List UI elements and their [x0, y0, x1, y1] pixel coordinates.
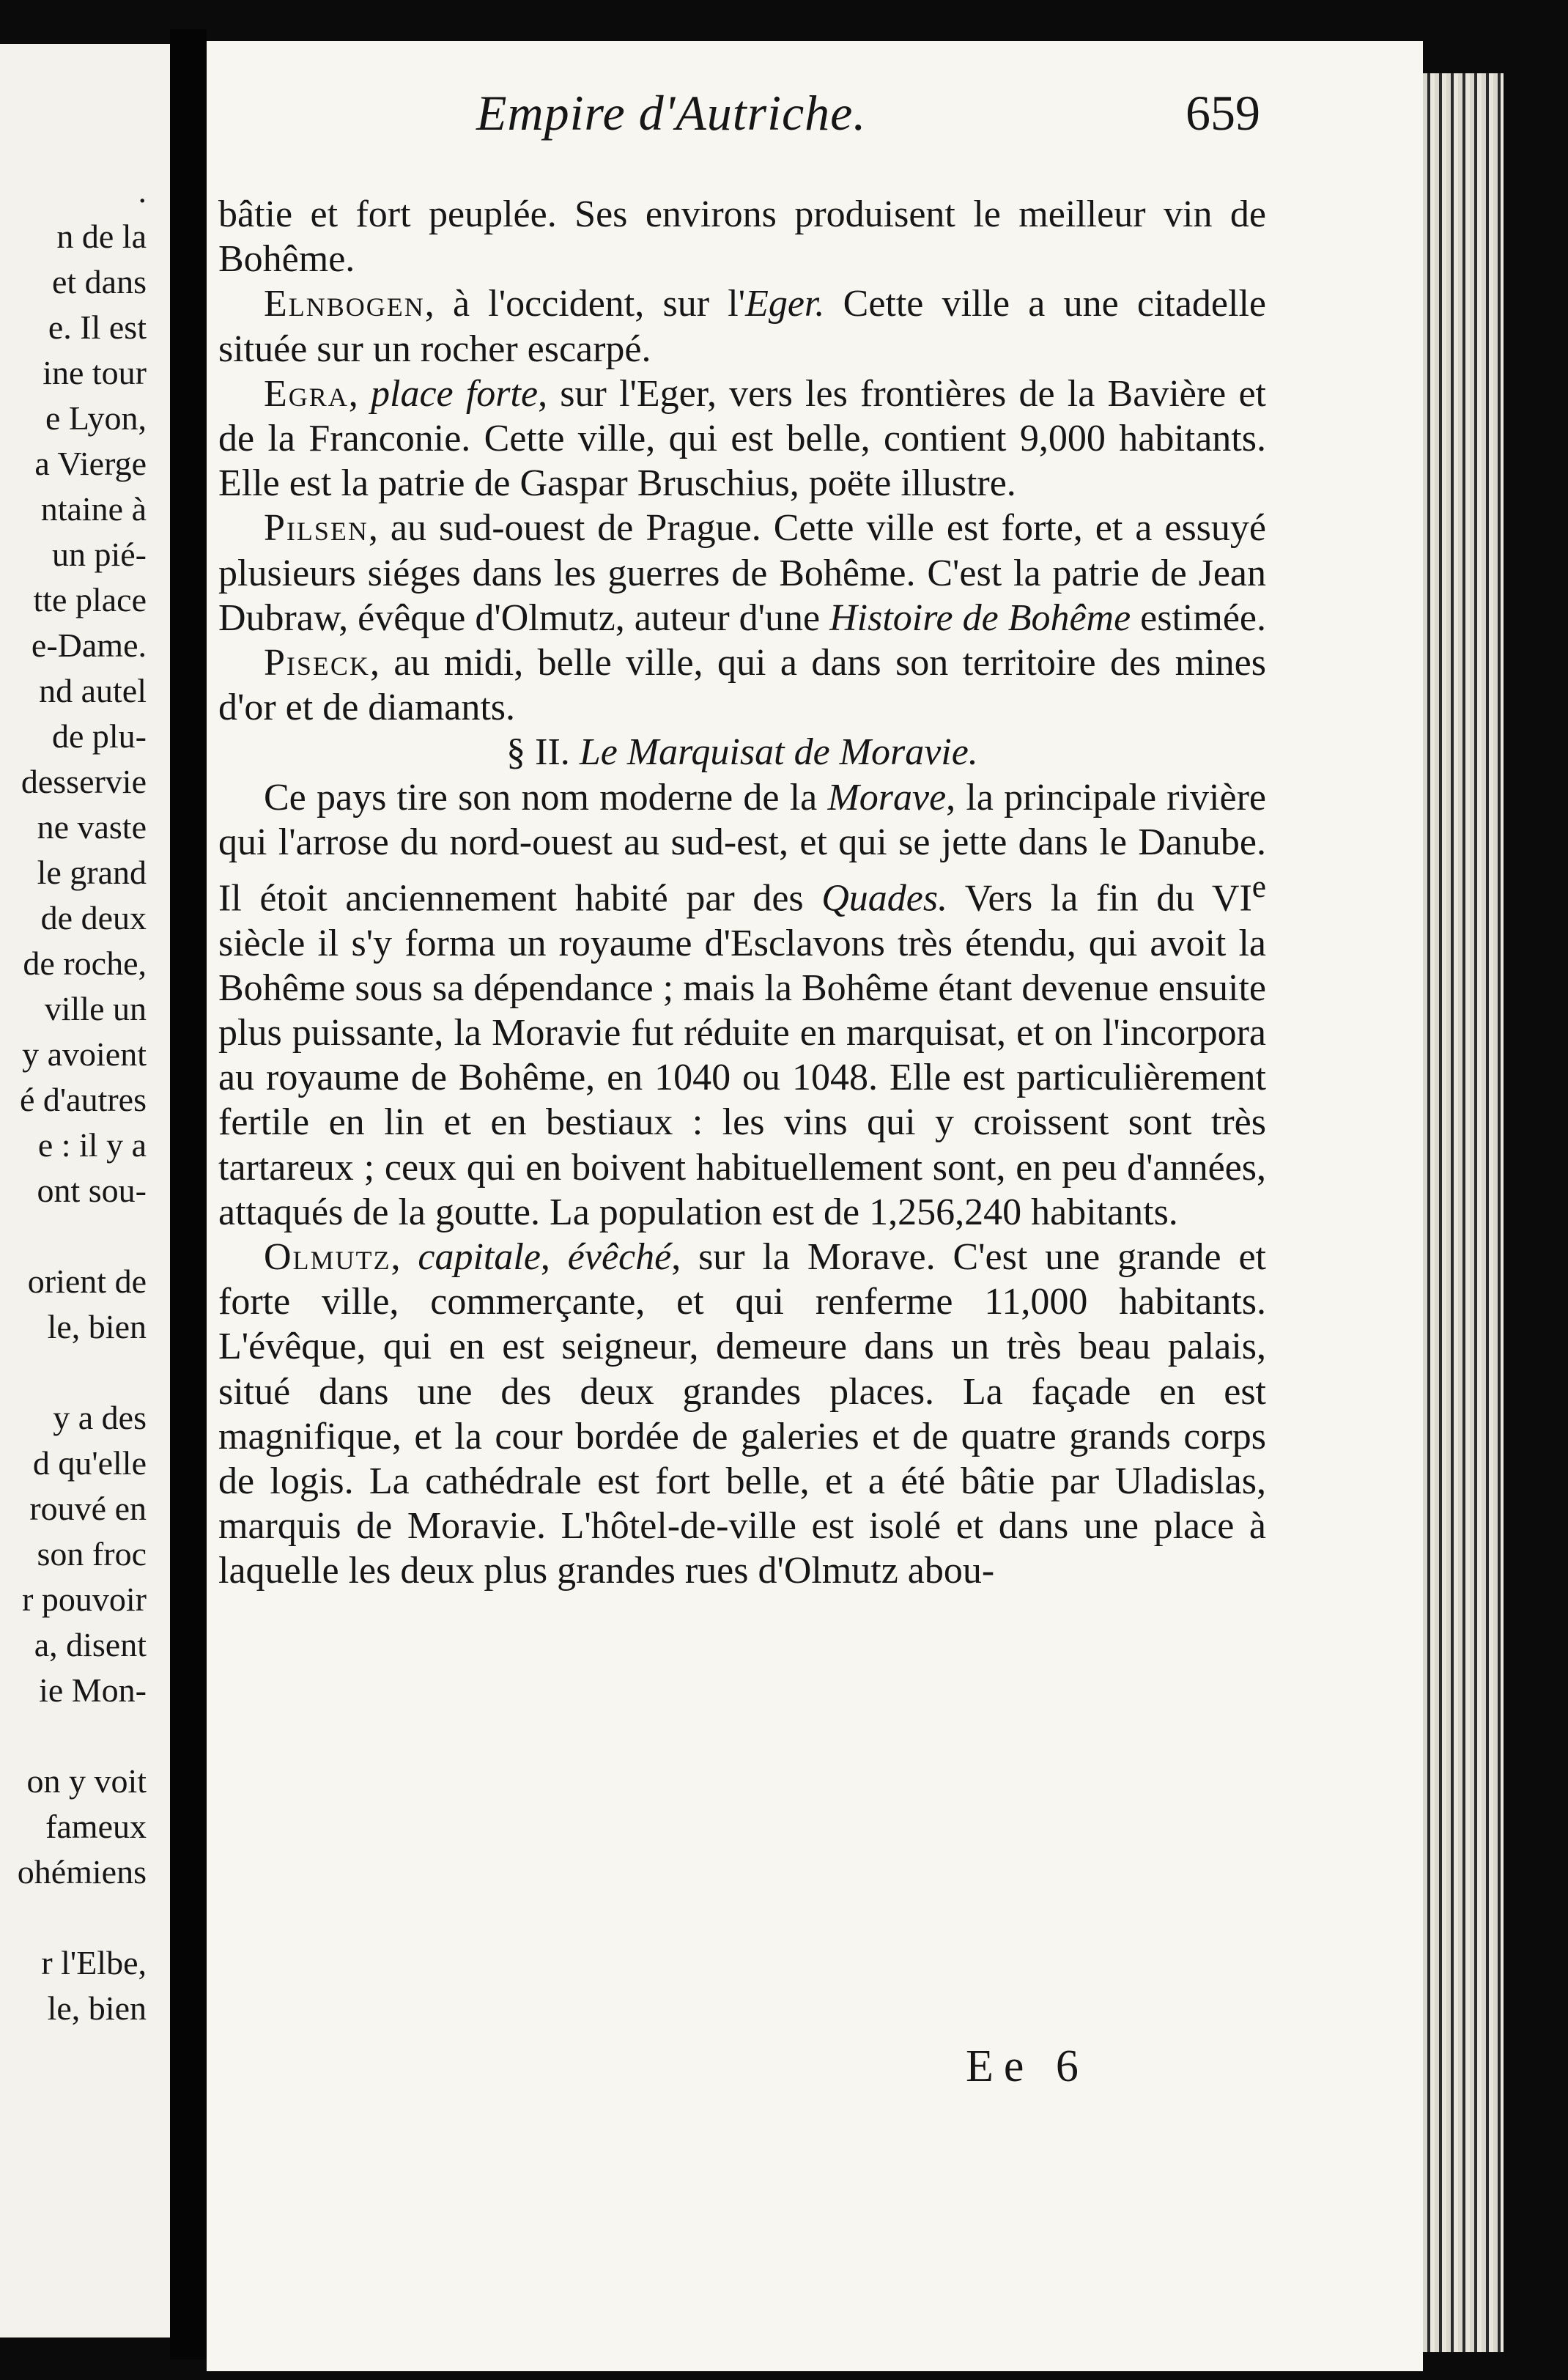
previous-page-line: ohémiens	[17, 1853, 147, 1891]
previous-page-line: de plu-	[51, 717, 147, 755]
italic-eveche: évêché	[567, 1236, 672, 1278]
previous-page-line: .	[138, 172, 147, 210]
page-body	[218, 192, 1266, 1594]
previous-page-line: et dans	[51, 263, 147, 300]
previous-page-line: a Vierge	[34, 445, 147, 482]
paragraph-text: , au midi, belle ville, qui a dans son territoire des mines d'or et de diamants.	[218, 642, 1266, 729]
paragraph-pilsen	[218, 506, 1266, 640]
previous-page-line: fameux	[45, 1808, 147, 1845]
superscript: e	[1251, 869, 1266, 905]
page-number: 659	[1186, 85, 1260, 141]
book-title-histoire: Histoire de Bohême	[829, 596, 1131, 639]
previous-page-line: é d'autres	[19, 1081, 147, 1118]
paragraph-olmutz	[218, 1235, 1266, 1594]
previous-page-line: le grand	[37, 854, 147, 891]
running-head	[220, 84, 1260, 158]
previous-page-line: de roche,	[23, 945, 147, 982]
previous-page-line: a, disent	[34, 1626, 147, 1663]
place-name-piseck: Piseck	[264, 642, 370, 684]
previous-page-line	[0, 1350, 147, 1395]
running-head-title: Empire d'Autriche.	[476, 85, 867, 141]
paragraph-text: ,	[348, 372, 371, 415]
previous-page-line: n de la	[56, 218, 147, 255]
previous-page-line	[0, 1895, 147, 1940]
previous-page-line	[0, 1213, 147, 1259]
previous-page-line: e. Il est	[48, 308, 147, 346]
paragraph-egra	[218, 372, 1266, 506]
italic-capitale: capitale	[418, 1236, 541, 1278]
previous-page-line: un pié-	[51, 536, 147, 573]
section-title: Le Marquisat de Moravie.	[579, 731, 978, 774]
paragraph-elnbogen	[218, 281, 1266, 371]
previous-page-line: nd autel	[39, 672, 147, 709]
italic-place-forte: place forte	[371, 372, 539, 415]
previous-page-line: ville un	[44, 990, 147, 1027]
paragraph-text: , la principale rivière qui l'arrose du nord-ouest au sud-est, et qui se jette dans le Danube. Il étoit anciennement habité par des	[218, 776, 1266, 920]
paragraph-piseck	[218, 640, 1266, 730]
paragraph-text: Ce pays tire son nom moderne de la	[264, 776, 828, 818]
previous-page-line: ntaine à	[40, 490, 147, 528]
paragraph-text: , sur l'Eger, vers les frontières de la Bavière et de la Franconie. Cette ville, qui est belle, contient 9,000 habitants. Elle est la patrie de Gaspar Bruschius, poëte illustre.	[218, 372, 1267, 505]
paragraph-text: estimée.	[1131, 596, 1266, 639]
signature-mark: Ee 6	[966, 2041, 1089, 2091]
previous-page-line: son froc	[37, 1535, 147, 1572]
river-name-morave: Morave	[827, 776, 947, 818]
place-name-olmutz: Olmutz	[264, 1236, 391, 1278]
paragraph-text: , au sud-ouest de Prague. Cette ville est forte, et a essuyé plusieurs siéges dans les guerres de Bohême. C'est la patrie de Jean Dubraw, évêque d'Olmutz, auteur d'une	[218, 507, 1266, 639]
previous-page-line: e : il y a	[37, 1126, 147, 1164]
previous-page-line: le, bien	[47, 1989, 147, 2027]
book-gutter	[170, 29, 207, 2359]
paragraph-text: , sur la Morave. C'est une grande et forte ville, commerçante, et qui renferme 11,000 habitants. L'évêque, qui en est seigneur, demeure dans un très beau palais, situé dans une des deux grandes places. La façade en est magnifique, et la cour bordée de galeries et de quatre grands corps de logis. La cathédrale est fort belle, et a été bâtie par Uladislas, marquis de Moravie. L'hôtel-de-ville est isolé et dans une place à laquelle les deux plus grandes rues d'Olmutz abou-	[218, 1236, 1266, 1592]
previous-page-line: y a des	[53, 1399, 147, 1436]
previous-page-line: de deux	[40, 899, 147, 936]
people-name-quades: Quades.	[821, 877, 948, 920]
previous-page-line: e-Dame.	[31, 627, 147, 664]
previous-page-line: tte place	[33, 581, 147, 618]
place-name-elnbogen: Elnbogen	[264, 283, 425, 325]
place-name-pilsen: Pilsen	[264, 507, 369, 550]
previous-page-strip	[0, 44, 170, 2338]
paragraph-text: ,	[540, 1236, 568, 1278]
previous-page-line: desservie	[21, 763, 147, 800]
section-number: § II.	[506, 731, 580, 774]
previous-page-line: d qu'elle	[32, 1444, 147, 1482]
paragraph-moravie	[218, 775, 1266, 1235]
paragraph-text: Vers la fin du VI	[947, 877, 1252, 920]
previous-page-line: r l'Elbe,	[41, 1944, 147, 1981]
section-heading	[218, 730, 1266, 775]
paragraph-continuation: bâtie et fort peuplée. Ses environs produisent le meilleur vin de Bohême.	[218, 193, 1266, 281]
river-name-eger: Eger.	[745, 283, 825, 325]
paragraph-text: , à l'occident, sur l'	[424, 283, 746, 325]
paragraph-text: siècle il s'y forma un royaume d'Esclavons très étendu, qui avoit la Bohême sous sa dépendance ; mais la Bohême étant devenue ensuite plus puissante, la Moravie fut réduite en marquisat, et on l'incorpora au royaume de Bohême, en 1040 ou 1048. Elle est particulièrement fertile en lin et en bestiaux : les vins qui y croissent sont très tartareux ; ceux qui en boivent habituellement sont, en peu d'années, attaqués de la goutte. La population est de 1,256,240 habitants.	[218, 922, 1266, 1233]
previous-page-line: le, bien	[47, 1308, 147, 1345]
paragraph-text: ,	[391, 1236, 418, 1278]
previous-page-line: r pouvoir	[22, 1581, 147, 1618]
place-name-egra: Egra	[264, 372, 349, 415]
paragraph-text: Cette ville a une citadelle située sur un rocher escarpé.	[218, 283, 1266, 370]
previous-page-line: orient de	[27, 1263, 147, 1300]
previous-page-line: ont sou-	[37, 1172, 147, 1209]
previous-page-line: y avoient	[22, 1035, 147, 1073]
previous-page-line: ine tour	[42, 354, 147, 391]
previous-page-line: ie Mon-	[39, 1671, 147, 1709]
previous-page-line: ne vaste	[37, 808, 147, 846]
previous-page-line: rouvé en	[29, 1490, 147, 1527]
previous-page-line	[0, 1713, 147, 1759]
previous-page-line: e Lyon,	[45, 399, 147, 437]
previous-page-line: on y voit	[26, 1762, 147, 1800]
page-edges	[1423, 73, 1504, 2352]
previous-page-lines	[0, 169, 147, 2031]
